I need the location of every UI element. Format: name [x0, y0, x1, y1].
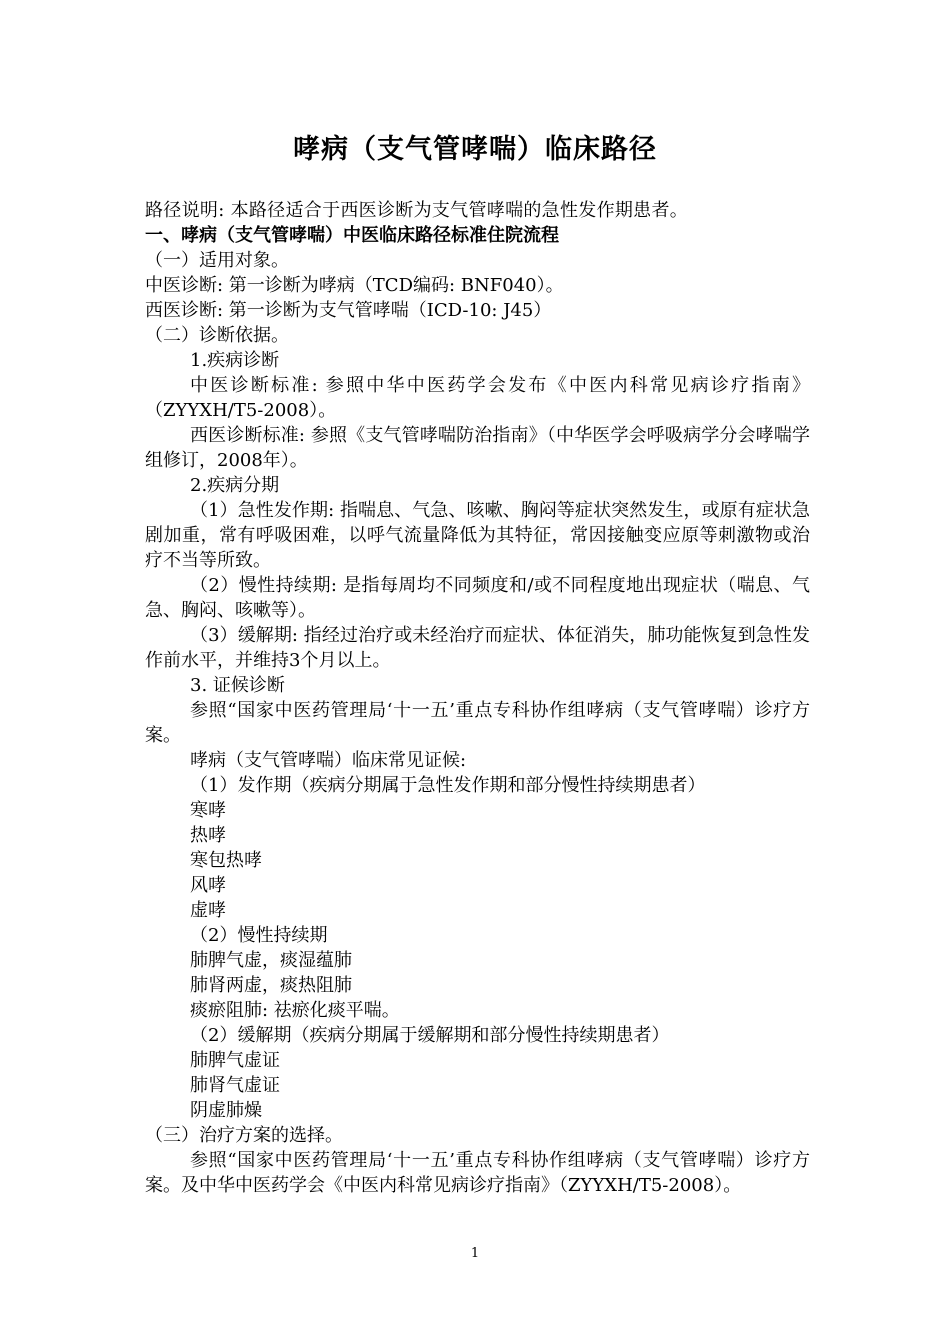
common-syndromes-heading: 哮病（支气管哮喘）临床常见证候: [190, 750, 467, 771]
paragraph-chronic-stage: （2）慢性持续期: 是指每周均不同频度和/或不同程度地出现症状（喘息、气急、胸闷、咳嗽等）。 [145, 575, 810, 621]
path-description: 路径说明: 本路径适合于西医诊断为支气管哮喘的急性发作期患者。 [145, 200, 689, 221]
subsection-heading-basis: （二）诊断依据。 [145, 325, 289, 346]
syndrome-item: 寒哮 [190, 800, 226, 821]
syndrome-item: 肺脾气虚，痰湿蕴肺 [190, 950, 352, 971]
tcm-diagnosis: 中医诊断: 第一诊断为哮病（TCD编码: BNF040）。 [145, 275, 564, 296]
attack-stage-heading: （1）发作期（疾病分期属于急性发作期和部分慢性持续期患者） [190, 775, 706, 796]
paragraph-western-standard: 西医诊断标准: 参照《支气管哮喘防治指南》（中华医学会呼吸病学分会哮喘学组修订，2008年）。 [145, 425, 810, 471]
chronic-stage-heading: （2）慢性持续期 [190, 925, 328, 946]
syndrome-item: 寒包热哮 [190, 850, 262, 871]
syndrome-item: 痰瘀阻肺: 祛瘀化痰平喘。 [190, 1000, 400, 1021]
subsection-heading-treatment: （三）治疗方案的选择。 [145, 1125, 343, 1146]
paragraph-remission-stage: （3）缓解期: 指经过治疗或未经治疗而症状、体征消失，肺功能恢复到急性发作前水平，并维持3个月以上。 [145, 625, 810, 671]
syndrome-item: 风哮 [190, 875, 226, 896]
syndrome-item: 虚哮 [190, 900, 226, 921]
paragraph-syndrome-reference: 参照“国家中医药管理局‘十一五’重点专科协作组哮病（支气管哮喘）诊疗方案。 [145, 700, 810, 746]
paragraph-treatment-reference: 参照“国家中医药管理局‘十一五’重点专科协作组哮病（支气管哮喘）诊疗方案。及中华中医药学会《中医内科常见病诊疗指南》（ZYYXH/T5-2008）。 [145, 1150, 810, 1196]
syndrome-item: 阴虚肺燥 [190, 1100, 262, 1121]
section-heading-1: 一、哮病（支气管哮喘）中医临床路径标准住院流程 [145, 225, 559, 246]
subsection-heading-applicable: （一）适用对象。 [145, 250, 289, 271]
item-syndrome-diagnosis: 3. 证候诊断 [190, 675, 285, 696]
western-diagnosis: 西医诊断: 第一诊断为支气管哮喘（ICD-10: J45） [145, 300, 552, 321]
item-disease-staging: 2.疾病分期 [190, 475, 280, 496]
document-title: 哮病（支气管哮喘）临床路径 [293, 134, 657, 165]
syndrome-item: 肺肾气虚证 [190, 1075, 280, 1096]
document-body [145, 198, 810, 1198]
syndrome-item: 肺肾两虚，痰热阻肺 [190, 975, 352, 996]
item-disease-diagnosis: 1.疾病诊断 [190, 350, 280, 371]
remission-stage-heading: （2）缓解期（疾病分期属于缓解期和部分慢性持续期患者） [190, 1025, 670, 1046]
syndrome-item: 肺脾气虚证 [190, 1050, 280, 1071]
syndrome-item: 热哮 [190, 825, 226, 846]
paragraph-acute-stage: （1）急性发作期: 指喘息、气急、咳嗽、胸闷等症状突然发生，或原有症状急剧加重，常有呼吸困难，以呼气流量降低为其特征，常因接触变应原等刺激物或治疗不当等所致。 [145, 500, 810, 571]
paragraph-tcm-standard: 中医诊断标准: 参照中华中医药学会发布《中医内科常见病诊疗指南》（ZYYXH/T5-2008）。 [145, 375, 810, 421]
page-number: 1 [470, 1246, 480, 1261]
